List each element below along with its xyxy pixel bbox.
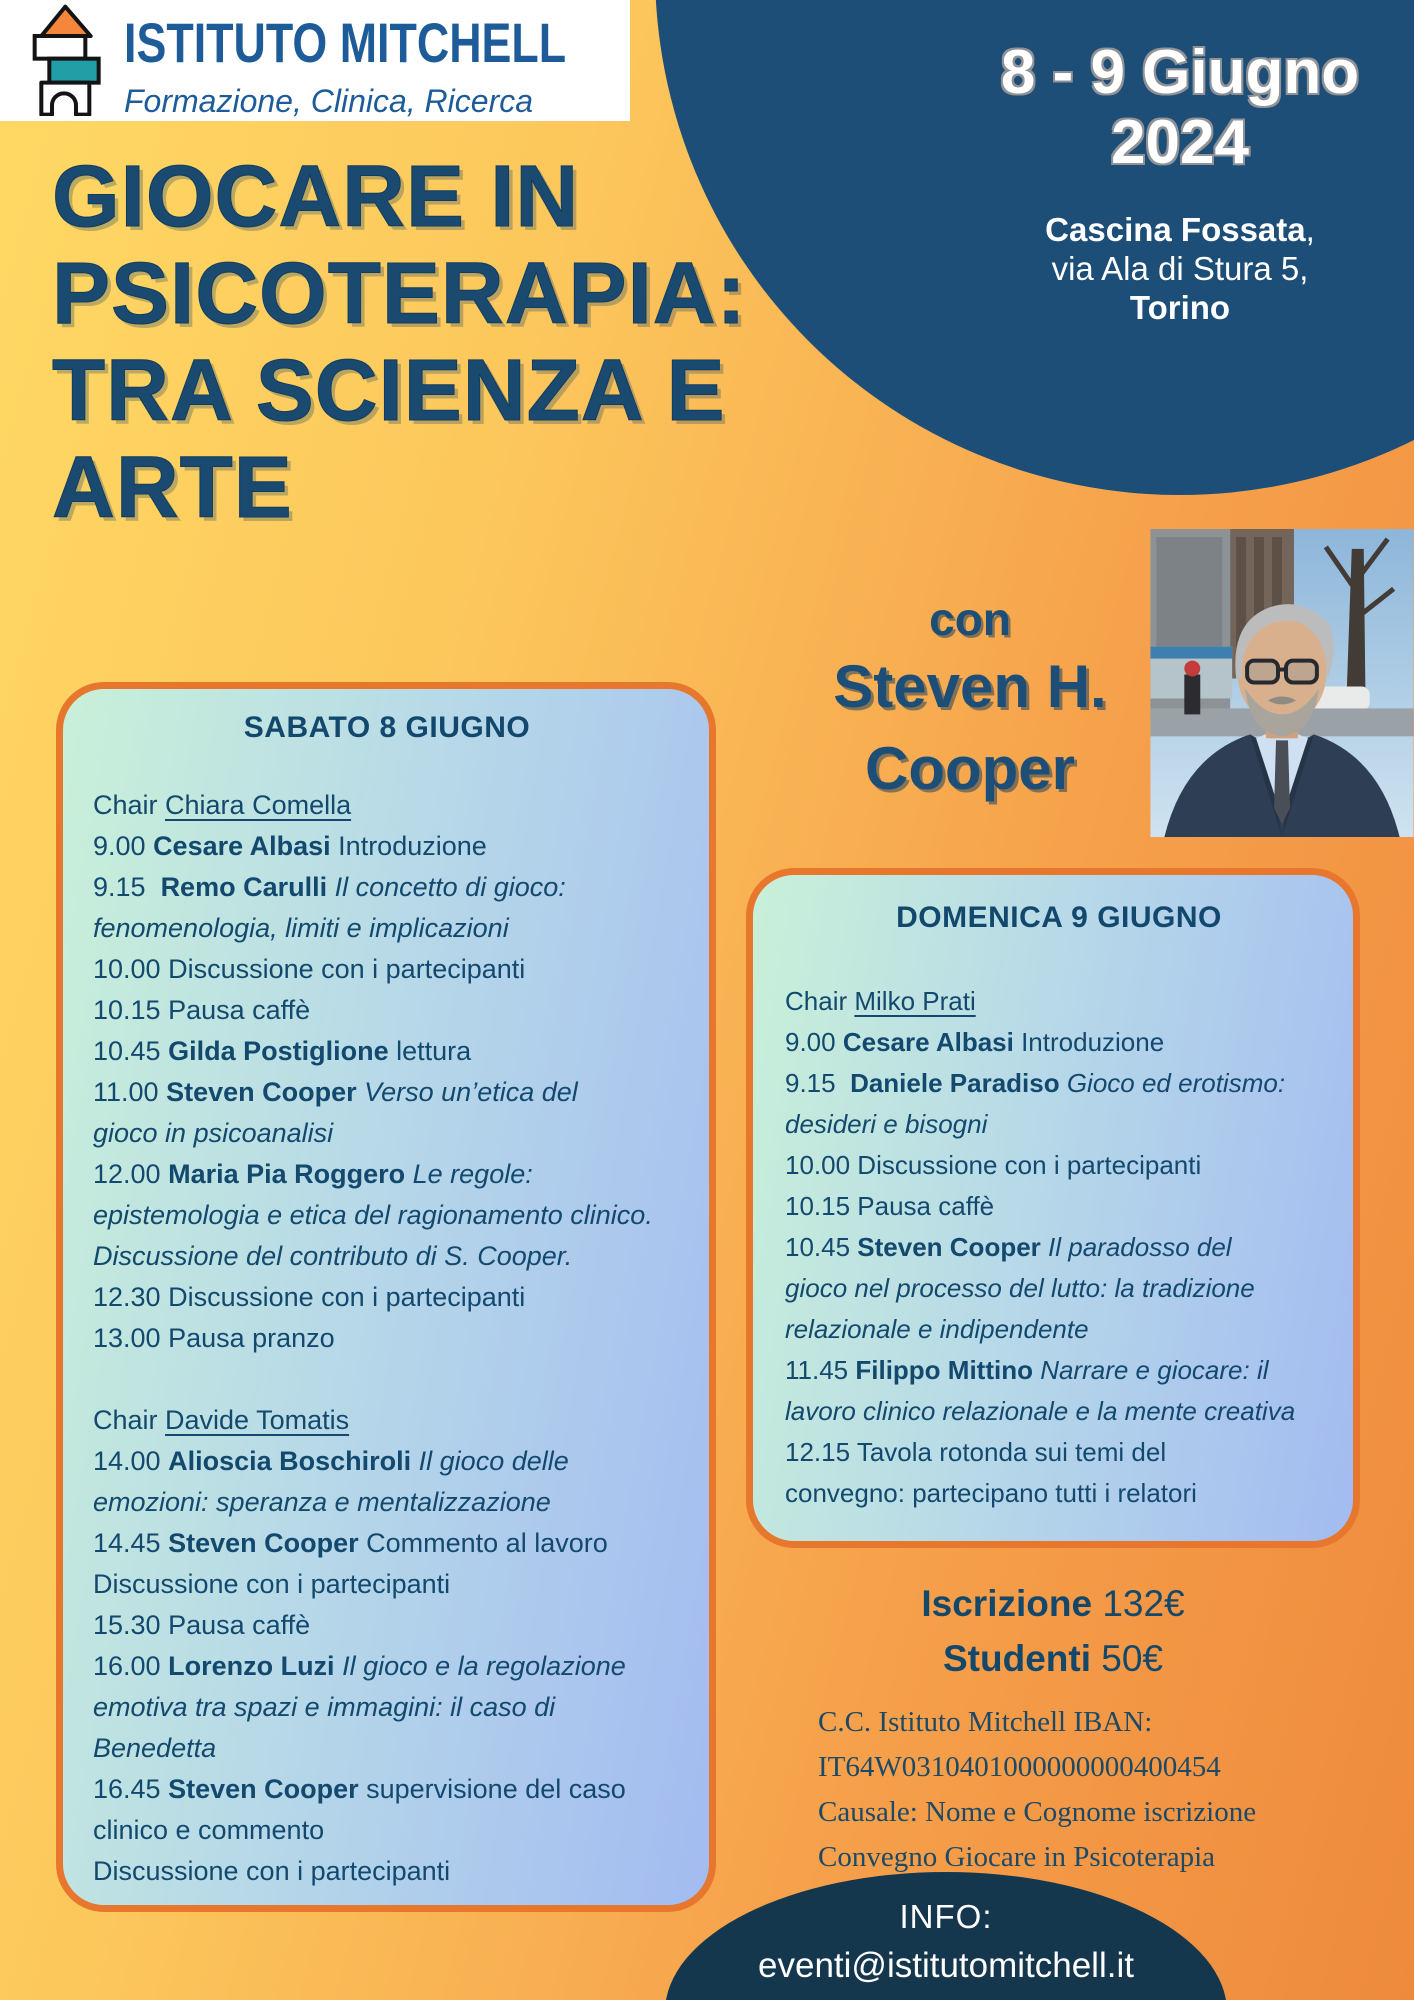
pricing-value-text: 132€ — [1102, 1583, 1185, 1624]
payment-line-3: Causale: Nome e Cognome iscrizione — [818, 1796, 1257, 1828]
schedule-line: Discussione con i partecipanti — [93, 1569, 451, 1599]
schedule-line: 10.15 Pausa caffè — [785, 1191, 995, 1221]
schedule-line: 15.30 Pausa caffè — [93, 1610, 311, 1640]
schedule-line: epistemologia e etica del ragionamento clinico. — [93, 1200, 653, 1230]
speaker-name-line-1: Steven H. — [833, 653, 1107, 720]
venue-block — [946, 210, 1414, 327]
payment-block — [818, 1700, 1378, 1880]
poster-title-line-3: TRA SCIENZA E — [52, 342, 726, 439]
schedule-line: 9.00 Cesare Albasi Introduzione — [93, 831, 487, 861]
schedule-line: 16.45 Steven Cooper supervisione del caso — [93, 1774, 626, 1804]
info-email: eventi@istitutomitchell.it — [758, 1946, 1134, 1985]
schedule-line: 14.00 Alioscia Boschiroli Il gioco delle — [93, 1446, 569, 1476]
logo-title: ISTITUTO MITCHELL — [124, 11, 567, 74]
schedule-panel-saturday — [56, 682, 716, 1912]
schedule-line — [93, 1359, 681, 1400]
schedule-panel-sunday — [746, 868, 1360, 1548]
venue-city: Torino — [1129, 289, 1231, 326]
pricing-block — [746, 1576, 1360, 1686]
speaker-block — [760, 592, 1180, 810]
pricing-label: Studenti — [943, 1638, 1091, 1679]
speaker-photo — [1150, 529, 1414, 837]
schedule-line: Discussione del contributo di S. Cooper. — [93, 1241, 573, 1271]
info-ellipse — [665, 1872, 1227, 2000]
poster-title — [52, 148, 872, 536]
schedule-line: 9.15 Daniele Paradiso Gioco ed erotismo: — [785, 1068, 1286, 1098]
schedule-line: gioco in psicoanalisi — [93, 1118, 334, 1148]
schedule-line: Chair Milko Prati — [785, 986, 976, 1016]
schedule-line: 12.30 Discussione con i partecipanti — [93, 1282, 526, 1312]
speaker-name-line-2: Cooper — [865, 735, 1075, 802]
logo-box — [0, 0, 630, 121]
payment-line-4: Convegno Giocare in Psicoterapia — [818, 1841, 1216, 1873]
schedule-line: convegno: partecipano tutti i relatori — [785, 1478, 1197, 1508]
logo-text — [124, 10, 624, 120]
payment-line-1: C.C. Istituto Mitchell IBAN: — [818, 1706, 1153, 1738]
schedule-lines-sunday — [785, 981, 1333, 1514]
schedule-line: 10.15 Pausa caffè — [93, 995, 311, 1025]
schedule-line: fenomenologia, limiti e implicazioni — [93, 913, 509, 943]
venue-name: Cascina Fossata, — [1045, 211, 1315, 248]
poster-title-line-1: GIOCARE IN — [52, 148, 580, 245]
info-label: INFO: — [899, 1898, 993, 1935]
pricing-row-iscrizione — [746, 1576, 1360, 1631]
schedule-line: 9.15 Remo Carulli Il concetto di gioco: — [93, 872, 566, 902]
venue-address: via Ala di Stura 5, — [1051, 250, 1309, 287]
schedule-line: lavoro clinico relazionale e la mente creativa — [785, 1396, 1296, 1426]
schedule-line: emotiva tra spazi e immagini: il caso di — [93, 1692, 556, 1722]
schedule-line: 12.00 Maria Pia Roggero Le regole: — [93, 1159, 533, 1189]
logo-castle-icon — [24, 4, 104, 116]
schedule-line: desideri e bisogni — [785, 1109, 988, 1139]
schedule-line: 12.15 Tavola rotonda sui temi del — [785, 1437, 1167, 1467]
poster-title-line-2: PSICOTERAPIA: — [52, 245, 747, 342]
schedule-line: 10.00 Discussione con i partecipanti — [93, 954, 526, 984]
pricing-row-studenti — [746, 1631, 1360, 1686]
schedule-line: gioco nel processo del lutto: la tradizione — [785, 1273, 1255, 1303]
logo-subtitle: Formazione, Clinica, Ricerca — [124, 83, 534, 119]
speaker-intro: con — [929, 593, 1011, 645]
schedule-line: Discussione con i partecipanti — [93, 1856, 451, 1886]
pricing-label: Iscrizione — [921, 1583, 1093, 1624]
panel-title-sunday: DOMENICA 9 GIUGNO — [896, 901, 1222, 934]
schedule-line: 9.00 Cesare Albasi Introduzione — [785, 1027, 1165, 1057]
schedule-lines-saturday — [93, 785, 681, 1892]
schedule-line: 10.45 Gilda Postiglione lettura — [93, 1036, 472, 1066]
schedule-line: 10.45 Steven Cooper Il paradosso del — [785, 1232, 1232, 1262]
date-line-2: 2024 — [1111, 108, 1249, 177]
schedule-line: relazionale e indipendente — [785, 1314, 1089, 1344]
schedule-line: 13.00 Pausa pranzo — [93, 1323, 335, 1353]
schedule-line: clinico e commento — [93, 1815, 325, 1845]
schedule-line: Chair Davide Tomatis — [93, 1405, 350, 1435]
payment-line-2: IT64W0310401000000000400454 — [818, 1751, 1221, 1783]
date-badge — [946, 38, 1414, 327]
schedule-line: emozioni: speranza e mentalizzazione — [93, 1487, 551, 1517]
panel-title-saturday: SABATO 8 GIUGNO — [243, 711, 531, 744]
pricing-value-text: 50€ — [1101, 1638, 1163, 1679]
schedule-line: 11.00 Steven Cooper Verso un’etica del — [93, 1077, 578, 1107]
schedule-line: 14.45 Steven Cooper Commento al lavoro — [93, 1528, 608, 1558]
schedule-line: 11.45 Filippo Mittino Narrare e giocare: il — [785, 1355, 1269, 1385]
schedule-line: Chair Chiara Comella — [93, 790, 352, 820]
schedule-line: 16.00 Lorenzo Luzi Il gioco e la regolazione — [93, 1651, 626, 1681]
poster-title-line-4: ARTE — [52, 439, 293, 536]
schedule-line: 10.00 Discussione con i partecipanti — [785, 1150, 1202, 1180]
date-line-1: 8 - 9 Giugno — [1000, 38, 1360, 107]
schedule-line: Benedetta — [93, 1733, 217, 1763]
